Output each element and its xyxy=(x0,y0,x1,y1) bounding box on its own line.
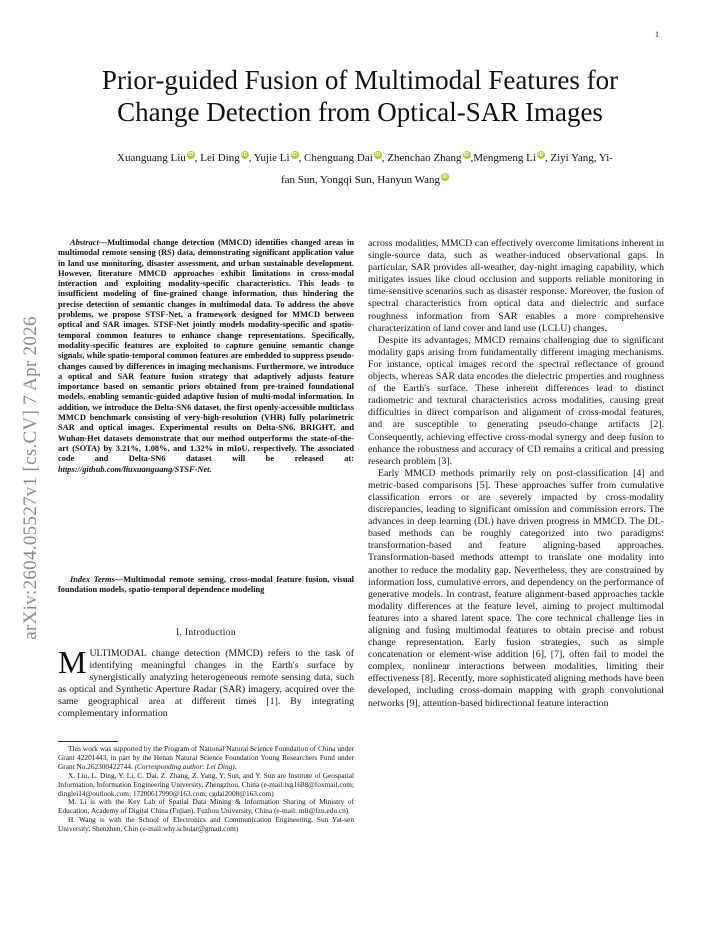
body-paragraph: Despite its advantages, MMCD remains challenging due to significant modality gaps arising from fundamentally different imaging mechanisms. For instance, optical images record the spectral reflectance of ground objects, whereas SAR data encodes the dielectric properties and roughness of the Earth's surface. These inherent differences lead to distinct radiometric and textural characteristics across modalities, causing great difficulties in direct comparison and alignment of cross-modal features, and are susceptible to generating pseudo-change artifacts [2]. Consequently, achieving effective cross-modal synergy and deep fusion to enhance the robustness and accuracy of CD remains a critical and pressing research problem [3]. xyxy=(368,334,664,467)
drop-cap: M xyxy=(58,644,87,680)
section-heading: I. Introduction xyxy=(176,627,236,638)
body-paragraph: Early MMCD methods primarily rely on post-classification [4] and metric-based comparisons [5]. These approaches suffer from cumulative classification errors or are severely impacted by cross-modality discrepancies, leading to significant omission and commission errors. The advances in deep learning (DL) have driven progress in MMCD. The DL-based methods can be roughly categorized into two paradigms: transformation-based and feature aligning-based approaches. Transformation-based methods attempt to translate one modality into another to reduce the modality gap. Nevertheless, they are constrained by information loss, cumulative errors, and dependency on the performance of generative models. In contrast, feature alignment-based approaches tackle modality differences at the feature level, aiming to project multimodal features into a shared latent space. The core technical challenge lies in aligning and fusing multimodal features to obtain precise and robust change representation. Early fusion strategies, such as simple concatenation or element-wise addition [6], [7], often fail to model the complex, nonlinear interactions between modalities, limiting their effectiveness [8]. Recently, more sophisticated aligning methods have been developed, including cross-domain mapping with graph convolutional networks [9], attention-based bidirectional feature interaction xyxy=(368,467,664,709)
orcid-icon[interactable]: iD xyxy=(292,152,298,158)
paper-title xyxy=(60,64,660,128)
orcid-icon[interactable]: iD xyxy=(375,152,381,158)
orcid-icon[interactable]: iD xyxy=(188,152,194,158)
author-name: , Lei Ding xyxy=(194,152,240,164)
affiliation-note: H. Wang is with the School of Electronics and Communication Engineering, Sun Yat-sen University, Shenzhen, Chin (e-mail:why.scholar@gmail.com) xyxy=(58,815,354,834)
funding-note: This work was supported by the Program of National Natural Science Foundation of China under Grant 42201443, in part by the Henan Natural Science Foundation Young Researchers Fund under Grant No.262300422744. xyxy=(58,744,354,771)
author-name: Xuanguang Liu xyxy=(117,152,186,164)
title-line-1: Prior-guided Fusion of Multimodal Features for xyxy=(101,65,619,95)
code-link[interactable]: https://github.com/liuxuanguang/STSF-Net. xyxy=(58,464,212,474)
orcid-icon[interactable]: iD xyxy=(464,152,469,158)
orcid-icon[interactable]: iD xyxy=(242,152,248,158)
corresponding-author: (Corresponding author: Lei Ding). xyxy=(134,761,237,771)
author-line-2: fan Sun, Yongqi Sun, Hanyun Wang xyxy=(280,174,441,186)
index-terms-label: Index Terms xyxy=(70,575,115,584)
author-name: ,Mengmeng Li xyxy=(470,152,536,164)
orcid-icon[interactable]: iD xyxy=(538,152,544,158)
arxiv-id-text: arXiv:2604.05527v1 [cs.CV] 7 Apr 2026 xyxy=(20,316,41,640)
intro-text: ULTIMODAL change detection (MMCD) refers to the task of identifying meaningful changes in the Earth's surface by synergistically analyzing heterogeneous remote sensing data, such as optical and Synthetic Aperture Radar (SAR) imagery, acquired over the same geographical area at different times [1]. By integrating complementary information xyxy=(58,648,354,720)
index-terms-text: —Multimodal remote sensing, cross-modal feature fusion, visual foundation models, spatio-temporal dependence modeling xyxy=(58,575,354,595)
abstract-text: —Multimodal change detection (MMCD) identifies changed areas in multimodal remote sensing (RS) data, demonstrating significant application value in land use monitoring, disaster assessment, and urban sustainable development. However, literature MMCD approaches exhibit limitations in cross-modal interaction and exploiting modality-specific characteristics. This leads to insufficient modeling of fine-grained change information, thus hindering the precise detection of semantic changes in multimodal data. To address the above problems, we propose STSF-Net, a framework designed for MMCD between optical and SAR images. STSF-Net jointly models modality-specific and spatio-temporal common features to enhance change representations. Specifically, modality-specific features are exploited to capture genuine semantic change signals, while spatio-temporal common features are embedded to suppress pseudo-changes caused by differences in imaging mechanisms. Furthermore, we introduce a optical and SAR feature fusion strategy that adaptively adjusts feature importance based on semantic priors obtained from pre-trained foundational models, enabling semantic-guided adaptive fusion of multi-modal information. In addition, we introduce the Delta-SN6 dataset, the first openly-accessible multiclass MMCD benchmark consisting of very-high-resolution (VHR) fully polarimetric SAR and optical images. Experimental results on Delta-SN6, BRIGHT, and Wuhan-Het datasets demonstrate that our method outperforms the state-of-the-art (SOTA) by 3.21%, 1.08%, and 1.32% in mIoU, respectively. The associated code and Delta-SN6 dataset will be released at: xyxy=(58,238,354,464)
index-terms xyxy=(58,575,354,596)
author-name: , Ziyi Yang, Yi- xyxy=(544,152,613,164)
arxiv-identifier xyxy=(14,268,48,688)
footnote-divider xyxy=(58,741,118,742)
affiliation-note: M. Li is with the Key Lab of Spatial Data Mining & Information Sharing of Ministry of Education, Academy of Digital China (Fujian), Fuzhou University, China (e-mail: mli@fzu.edu.cn). xyxy=(58,797,354,816)
author-name: , Yujie Li xyxy=(248,152,290,164)
abstract-label: Abstract xyxy=(70,238,99,247)
page-number: 1 xyxy=(655,30,659,39)
orcid-icon[interactable]: iD xyxy=(442,174,448,180)
author-name: , Zhenchao Zhang xyxy=(381,152,462,164)
abstract xyxy=(58,238,354,475)
affiliation-note: X. Liu, L. Ding, Y. Li, C. Dai, Z. Zhang, Z. Yang, Y. Sun, and Y. Sun are Institute of Geospatial Information, Information Engineering University, Zhengzhou, China (e-mail:lxg1688@foxmail.com; dinglei14@outlook.com; 17200617990@163.com; cgdai2008@163.com) xyxy=(58,770,354,798)
body-paragraph: across modalities, MMCD can effectively overcome limitations inherent in single-source data, such as weather-induced observational gaps. In particular, SAR provides all-weather, day-night imaging capability, which mitigates issues like cloud occlusion and supports reliable monitoring in time-sensitive scenarios such as disaster response. Moreover, the fusion of spectral characteristics from optical data and dielectric and surface roughness information from SAR enables a more comprehensive characterization of land cover and land use (LCLU) changes. xyxy=(368,238,664,334)
footnotes xyxy=(58,745,354,834)
intro-paragraph xyxy=(58,644,354,721)
right-column-body xyxy=(368,238,664,710)
author-name: , Chenguang Dai xyxy=(298,152,373,164)
title-line-2: Change Detection from Optical-SAR Images xyxy=(117,97,603,127)
author-list xyxy=(70,147,660,191)
